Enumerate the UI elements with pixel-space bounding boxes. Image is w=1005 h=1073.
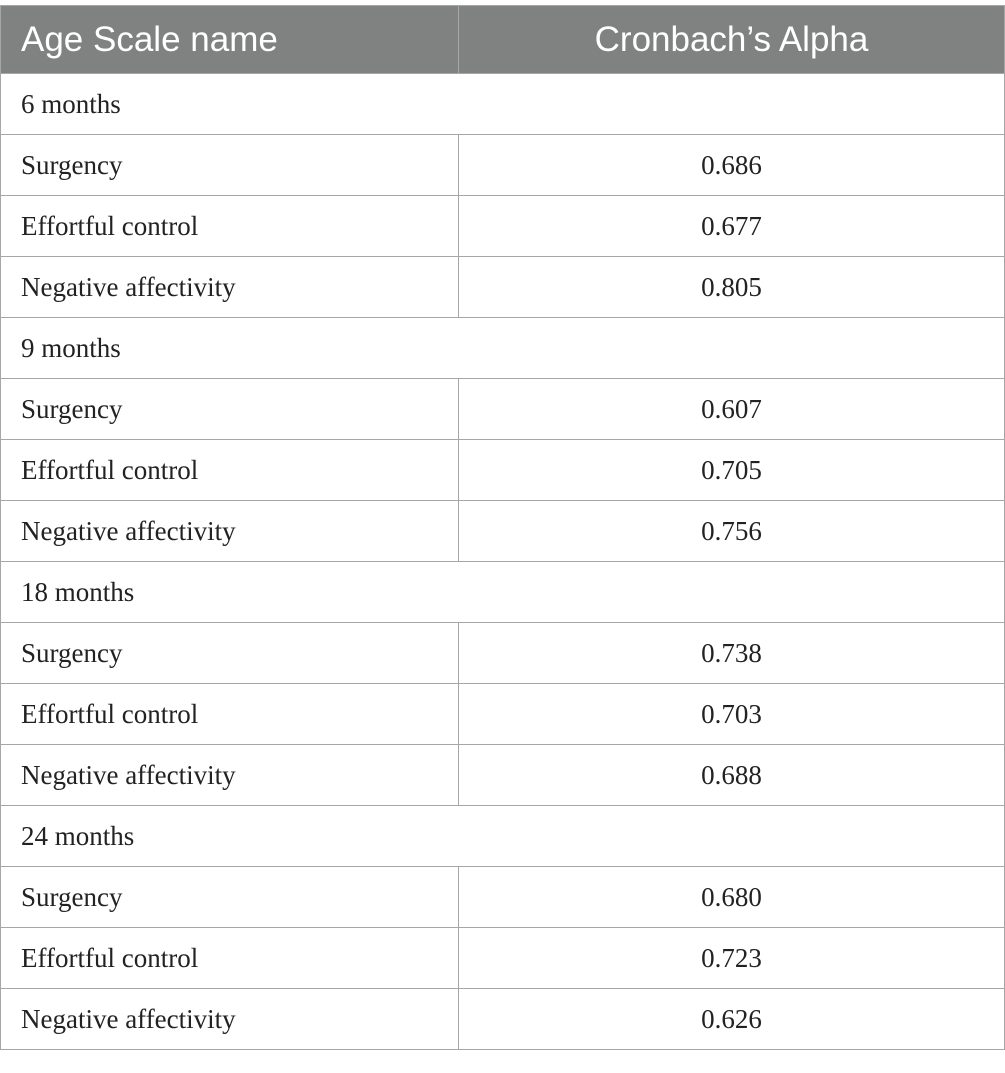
group-row [1,562,1005,623]
table-body [1,74,1005,1050]
age-group-label: 9 months [1,318,1005,379]
table-row [1,501,1005,562]
header-row [1,6,1005,74]
alpha-value-cell: 0.756 [459,501,1005,562]
alpha-value-cell: 0.686 [459,135,1005,196]
table-row [1,257,1005,318]
table-row [1,623,1005,684]
table-row [1,928,1005,989]
alpha-value-cell: 0.705 [459,440,1005,501]
table-row [1,440,1005,501]
reliability-table [0,5,1005,1050]
scale-name-cell: Negative affectivity [1,257,459,318]
alpha-value-cell: 0.677 [459,196,1005,257]
table-row [1,867,1005,928]
table-row [1,135,1005,196]
header-age-scale-name: Age Scale name [1,6,459,74]
group-row [1,806,1005,867]
alpha-value-cell: 0.805 [459,257,1005,318]
age-group-label: 24 months [1,806,1005,867]
scale-name-cell: Surgency [1,379,459,440]
table-row [1,379,1005,440]
scale-name-cell: Surgency [1,623,459,684]
alpha-value-cell: 0.738 [459,623,1005,684]
scale-name-cell: Surgency [1,135,459,196]
alpha-value-cell: 0.703 [459,684,1005,745]
scale-name-cell: Negative affectivity [1,989,459,1050]
alpha-value-cell: 0.607 [459,379,1005,440]
scale-name-cell: Surgency [1,867,459,928]
scale-name-cell: Negative affectivity [1,745,459,806]
scale-name-cell: Effortful control [1,684,459,745]
scale-name-cell: Effortful control [1,440,459,501]
table-row [1,684,1005,745]
table-row [1,196,1005,257]
scale-name-cell: Negative affectivity [1,501,459,562]
header-cronbachs-alpha: Cronbach’s Alpha [459,6,1005,74]
group-row [1,74,1005,135]
alpha-value-cell: 0.680 [459,867,1005,928]
table-row [1,745,1005,806]
group-row [1,318,1005,379]
alpha-value-cell: 0.723 [459,928,1005,989]
alpha-value-cell: 0.688 [459,745,1005,806]
scale-name-cell: Effortful control [1,928,459,989]
age-group-label: 18 months [1,562,1005,623]
table-row [1,989,1005,1050]
age-group-label: 6 months [1,74,1005,135]
alpha-value-cell: 0.626 [459,989,1005,1050]
scale-name-cell: Effortful control [1,196,459,257]
